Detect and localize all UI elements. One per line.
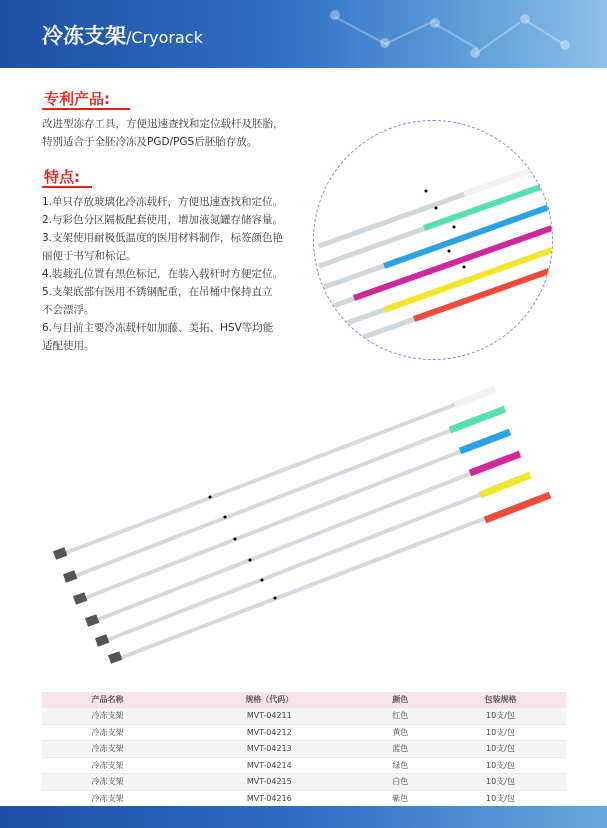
- patent-heading: 专利产品:: [44, 90, 110, 108]
- cell-spec-code: MVT-04211: [173, 708, 366, 725]
- cell-packaging: 10支/包: [435, 774, 566, 791]
- rack-label: [485, 495, 550, 520]
- cell-color: 紫色: [366, 790, 435, 806]
- hole-marker: [209, 496, 212, 499]
- header-product-name: 产品名称: [42, 692, 173, 708]
- feature-line: 5.支架底部有医用不锈钢配重，在吊桶中保持直立: [42, 286, 273, 298]
- hole-marker: [234, 538, 237, 541]
- page-title: [42, 20, 203, 50]
- rack-tube: [80, 440, 490, 600]
- closeup-rack-blue: [319, 206, 552, 289]
- cell-spec-code: MVT-04216: [173, 790, 366, 806]
- header-packaging: 包装规格: [435, 692, 566, 708]
- cell-product-name: 冷冻支架: [42, 741, 173, 758]
- cell-product-name: 冷冻支架: [42, 757, 173, 774]
- cell-color: 蓝色: [366, 741, 435, 758]
- rack-tube: [102, 483, 510, 642]
- closeup-photo: [313, 120, 553, 360]
- cell-product-name: 冷冻支架: [42, 724, 173, 741]
- rack-tube: [60, 395, 480, 555]
- header-spec-code: 规格（代码）: [173, 692, 366, 708]
- feature-line: 2.与彩色分区隔板配套使用，增加液氮罐存储容量。: [42, 214, 284, 226]
- rack-label: [455, 389, 495, 405]
- rack-tube: [70, 417, 485, 578]
- rack-weight: [63, 570, 77, 583]
- hole-marker: [274, 597, 277, 600]
- closeup-rack-red: [319, 270, 552, 353]
- rack-blue: [73, 432, 510, 605]
- table-row: [42, 774, 566, 791]
- patent-description: [42, 115, 284, 151]
- rack-yellow: [95, 475, 530, 647]
- product-table: [42, 692, 566, 806]
- rack-weight: [53, 547, 67, 560]
- cell-color: 黄色: [366, 724, 435, 741]
- closeup-rack-yellow: [319, 250, 552, 333]
- cell-packaging: 10支/包: [435, 757, 566, 774]
- features-heading-underline: [42, 186, 92, 188]
- rack-label: [480, 475, 530, 495]
- hole-marker: [224, 516, 227, 519]
- table-row: [42, 724, 566, 741]
- cell-spec-code: MVT-04215: [173, 774, 366, 791]
- features-heading: 特点:: [44, 168, 80, 186]
- feature-line: 丽便于书写和标记。: [42, 250, 137, 262]
- cell-packaging: 10支/包: [435, 741, 566, 758]
- feature-line: 6.与目前主要冷冻载杆如加藤、美拓、HSV等均能: [42, 322, 274, 334]
- patent-line: 改进型冻存工具，方便迅速查找和定位载杆及胚胎，: [42, 118, 284, 130]
- rack-weight: [73, 592, 87, 605]
- title-english: /Cryorack: [126, 28, 203, 47]
- hole-marker: [453, 226, 456, 229]
- rack-green: [63, 409, 505, 583]
- rack-weight: [108, 651, 122, 664]
- molecule-bond: [474, 22, 520, 55]
- cell-color: 红色: [366, 708, 435, 725]
- cell-spec-code: MVT-04212: [173, 724, 366, 741]
- hole-marker: [448, 250, 451, 253]
- cell-product-name: 冷冻支架: [42, 774, 173, 791]
- cell-packaging: 10支/包: [435, 708, 566, 725]
- feature-line: 适配使用。: [42, 340, 95, 352]
- molecule-bond: [435, 23, 479, 50]
- closeup-rack-white: [319, 163, 552, 246]
- feature-line: 1.单只存放玻璃化冷冻载杆，方便迅速查找和定位。: [42, 196, 284, 208]
- hole-marker: [425, 190, 428, 193]
- molecule-bond: [524, 19, 563, 45]
- table-row: [42, 790, 566, 806]
- cell-color: 白色: [366, 774, 435, 791]
- feature-line: 4.装载孔位置有黑色标记，在装入载杆时方便定位。: [42, 268, 284, 280]
- rack-magenta: [85, 454, 520, 627]
- closeup-rack-magenta: [319, 228, 552, 311]
- molecule-bond: [335, 16, 389, 46]
- cell-packaging: 10支/包: [435, 724, 566, 741]
- table-row: [42, 741, 566, 758]
- page-footer: [0, 806, 607, 828]
- hole-marker: [249, 559, 252, 562]
- rack-tube: [115, 505, 520, 660]
- molecule-bond: [385, 20, 436, 45]
- table-header-row: [42, 692, 566, 708]
- feature-line: 不会漂浮。: [42, 304, 95, 316]
- closeup-rack-green: [319, 183, 552, 266]
- patent-line: 特别适合于全胚冷冻及PGD/PGS后胚胎存放。: [42, 136, 258, 148]
- table-row: [42, 757, 566, 774]
- rack-tube: [92, 462, 500, 622]
- hole-marker: [435, 207, 438, 210]
- hole-marker: [463, 266, 466, 269]
- cell-spec-code: MVT-04213: [173, 741, 366, 758]
- cell-product-name: 冷冻支架: [42, 790, 173, 806]
- rack-label: [460, 432, 510, 451]
- closeup-svg: [314, 121, 552, 359]
- rack-label: [470, 454, 520, 473]
- header-color: 颜色: [366, 692, 435, 708]
- hole-marker: [261, 579, 264, 582]
- title-chinese: 冷冻支架: [42, 24, 126, 48]
- cell-spec-code: MVT-04214: [173, 757, 366, 774]
- patent-heading-underline: [42, 108, 130, 110]
- rack-weight: [95, 634, 109, 647]
- rack-red: [108, 495, 550, 664]
- cell-packaging: 10支/包: [435, 790, 566, 806]
- rack-weight: [85, 614, 99, 627]
- rack-white: [53, 389, 495, 560]
- rack-label: [450, 409, 505, 430]
- cell-product-name: 冷冻支架: [42, 708, 173, 725]
- feature-line: 3.支架使用耐极低温度的医用材料制作，标签颜色艳: [42, 232, 284, 244]
- rack-label: [424, 183, 552, 228]
- cell-color: 绿色: [366, 757, 435, 774]
- table-row: [42, 708, 566, 725]
- product-photo: [40, 365, 580, 665]
- page-header: [0, 0, 607, 68]
- features-list: [42, 193, 283, 355]
